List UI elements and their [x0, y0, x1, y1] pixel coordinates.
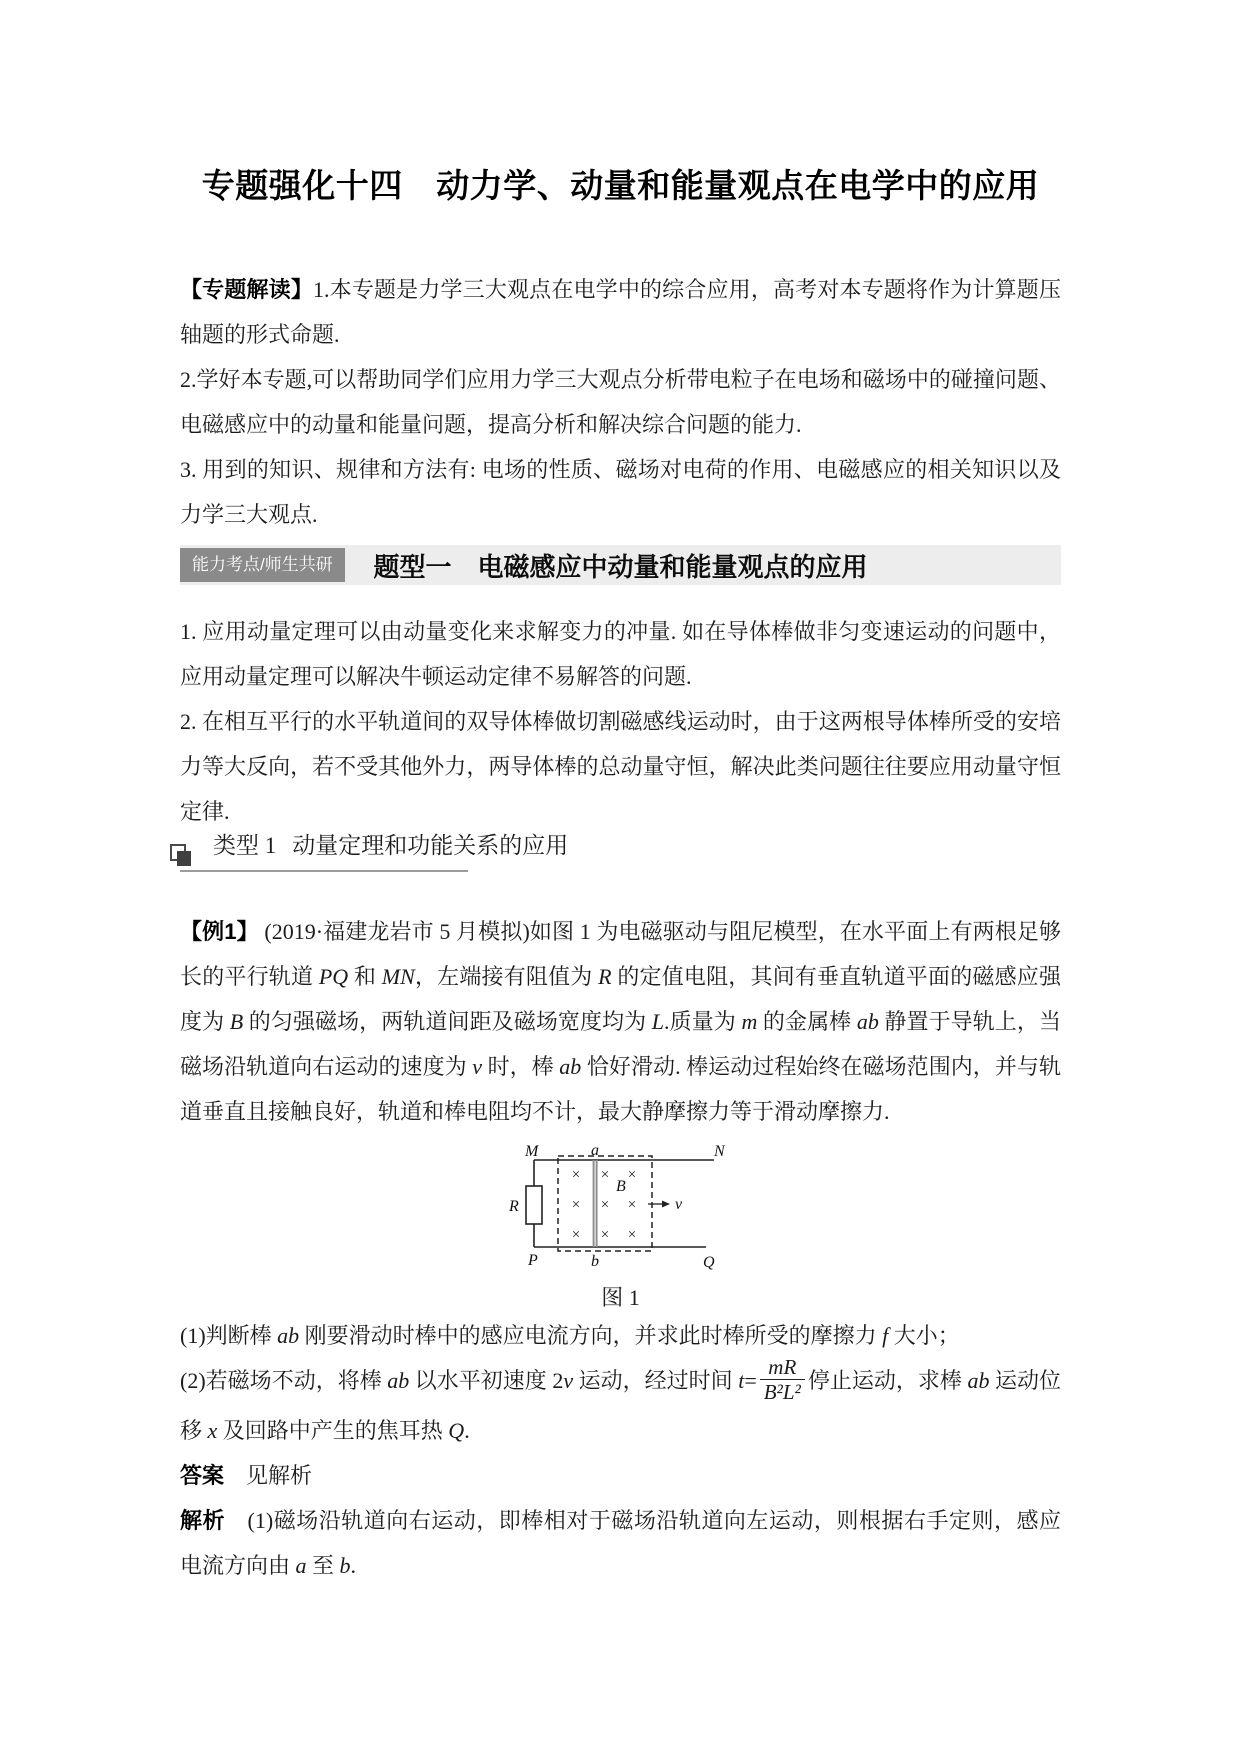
- flux-cross: ×: [600, 1197, 609, 1213]
- figure-label-b-field: B: [615, 1178, 626, 1195]
- subtype-label: 类型 1: [213, 833, 277, 858]
- subtype-header: [180, 833, 569, 872]
- section-band: [180, 545, 1061, 585]
- example-block: [180, 909, 1061, 1134]
- figure-label-n: N: [713, 1144, 725, 1160]
- page-content: [180, 0, 1061, 1588]
- figure-label-r: R: [508, 1198, 519, 1215]
- circuit-figure: [501, 1144, 741, 1279]
- figure-label-a: a: [590, 1144, 599, 1159]
- fraction: $\frac{mR}{\text{B²L²}}$: [760, 1355, 805, 1404]
- velocity-arrow-head: [662, 1201, 670, 1208]
- example-paragraph: 【例1】 (2019·福建龙岩市 5 月模拟)如图 1 为电磁驱动与阻尼模型，在水平面上有两根足够长的平行轨道 PQ 和 MN，左端接有阻值为 R 的定值电阻，其间有垂直轨道平面的磁感应强度为 B 的匀强磁场，两轨道间距及磁场宽度均为 L.质量为 m 的金属棒 ab 静置于导轨上，当磁场沿轨道向右运动的速度为 v 时，棒 ab 恰好滑动. 棒运动过程始终在磁场范围内，并与轨道垂直且接触良好，轨道和棒电阻均不计，最大静摩擦力等于滑动摩擦力.: [180, 919, 1061, 1124]
- flux-cross: ×: [571, 1197, 580, 1213]
- flux-cross: ×: [627, 1197, 636, 1213]
- intro-paragraph-1: 【专题解读】1.本专题是力学三大观点在电学中的综合应用，高考对本专题将作为计算题压轴题的形式命题.: [180, 277, 1061, 347]
- section-title: 题型一 电磁感应中动量和能量观点的应用: [373, 551, 868, 582]
- question-1: (1)判断棒 ab 刚要滑动时棒中的感应电流方向，并求此时棒所受的摩擦力 f 大小；: [180, 1323, 960, 1348]
- question-2: (2)若磁场不动，将棒 ab 以水平初速度 2v 运动，经过时间 t= $\frac{mR}{\text{B²L²}}$ 停止运动，求棒 ab 运动位移 x 及回路中产生的焦耳热 Q.: [180, 1355, 1061, 1443]
- answer-line: 答案 见解析: [180, 1462, 313, 1488]
- figure-label-m: M: [524, 1144, 538, 1160]
- subtype-title: 动量定理和功能关系的应用: [292, 833, 569, 858]
- notes-block: [180, 609, 1061, 834]
- overlap-squares-icon: [170, 844, 193, 867]
- flux-cross: ×: [571, 1227, 580, 1243]
- figure-caption: 图 1: [601, 1285, 640, 1310]
- note-paragraph-1: 1. 应用动量定理可以由动量变化来求解变力的冲量. 如在导体棒做非匀变速运动的问题中，应用动量定理可以解决牛顿运动定律不易解答的问题.: [180, 619, 1061, 689]
- figure-label-v: v: [674, 1196, 682, 1213]
- figure-block: [180, 1144, 1061, 1313]
- intro-paragraph-3: 3. 用到的知识、规律和方法有: 电场的性质、磁场对电荷的作用、电磁感应的相关知识以及力学三大观点.: [180, 457, 1061, 527]
- flux-crosses: [571, 1167, 635, 1243]
- flux-cross: ×: [627, 1227, 636, 1243]
- note-paragraph-2: 2. 在相互平行的水平轨道间的双导体棒做切割磁感线运动时，由于这两根导体棒所受的安培力等大反向，若不受其他外力，两导体棒的总动量守恒，解决此类问题往往要应用动量守恒定律.: [180, 709, 1061, 824]
- intro-paragraph-2: 2.学好本专题,可以帮助同学们应用力学三大观点分析带电粒子在电场和磁场中的碰撞问题、电磁感应中的动量和能量问题，提高分析和解决综合问题的能力.: [180, 367, 1061, 437]
- flux-cross: ×: [627, 1167, 636, 1183]
- figure-label-b-rod: b: [590, 1253, 599, 1270]
- flux-cross: ×: [571, 1167, 580, 1183]
- flux-cross: ×: [600, 1167, 609, 1183]
- intro-block: [180, 267, 1061, 537]
- page-title: 专题强化十四 动力学、动量和能量观点在电学中的应用: [201, 167, 1040, 204]
- analysis-paragraph: 解析 (1)磁场沿轨道向右运动，即棒相对于磁场沿轨道向左运动，则根据右手定则，感应电流方向由 a 至 b.: [180, 1507, 1061, 1578]
- resistor-box: [526, 1186, 542, 1224]
- flux-cross: ×: [600, 1227, 609, 1243]
- square-front: [177, 851, 191, 866]
- figure-label-p: P: [527, 1252, 538, 1269]
- capability-badge: 能力考点/师生共研: [180, 548, 345, 582]
- figure-label-q: Q: [702, 1254, 715, 1271]
